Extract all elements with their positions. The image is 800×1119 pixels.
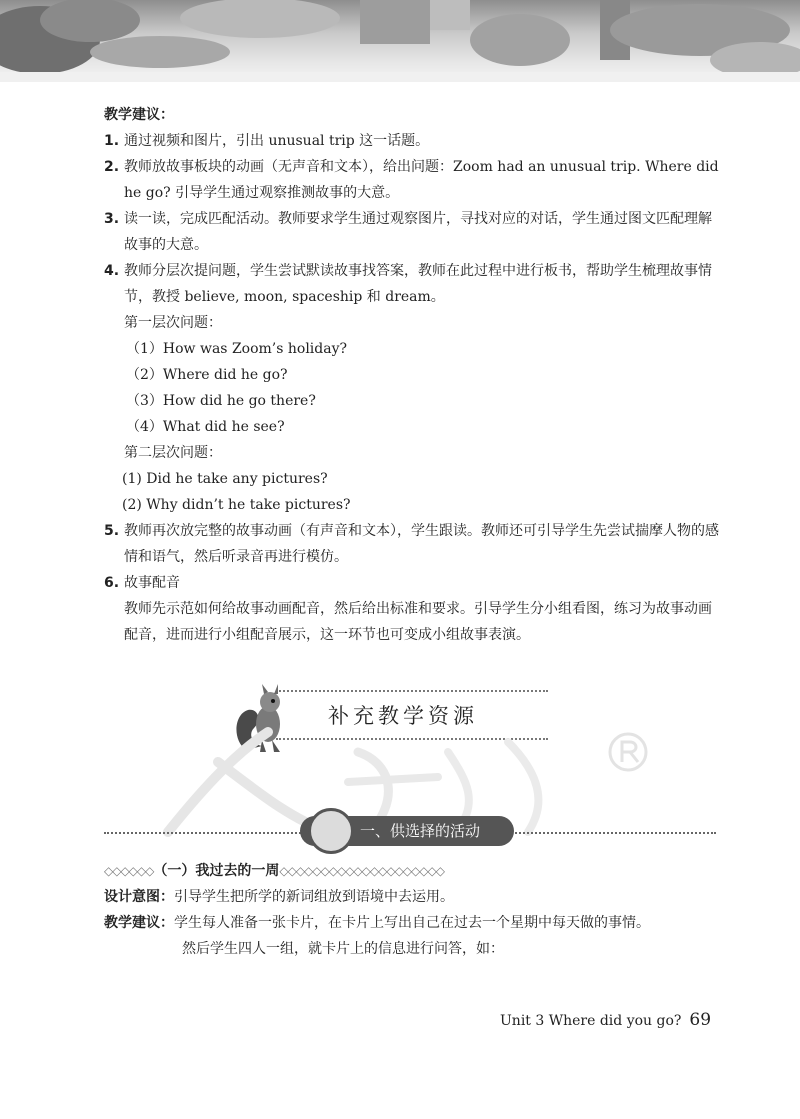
design-intent: 设计意图：引导学生把所学的新词组放到语境中去运用。 (104, 889, 454, 905)
level1-label: 第一层次问题： (124, 315, 222, 331)
question: （3）How did he go there? (126, 393, 316, 409)
page-footer (500, 1010, 711, 1030)
level2-label: 第二层次问题： (124, 445, 222, 461)
question: （1）How was Zoom’s holiday? (126, 341, 348, 357)
question: (2) Why didn’t he take pictures? (122, 497, 351, 513)
list-item: 6. 故事配音 (104, 575, 180, 591)
page-number: 69 (689, 1010, 712, 1030)
list-item: 2. 教师放故事板块的动画（无声音和文本），给出问题：Zoom had an unusual trip. Where did he go? 引导学生通过观察推测故事的大意。 (104, 159, 719, 201)
list-item: 3. 读一读，完成匹配活动。教师要求学生通过观察图片，寻找对应的对话，学生通过图文匹配理解故事的大意。 (104, 211, 712, 253)
list-item: 5. 教师再次放完整的故事动画（有声音和文本），学生跟读。教师还可引导学生先尝试揣摩人物的感情和语气，然后听录音再进行模仿。 (104, 523, 719, 565)
question: (1) Did he take any pictures? (122, 471, 328, 487)
section-heading: 教学建议： (104, 107, 174, 123)
section-label-pill: 一、供选择的活动 (300, 816, 514, 846)
avatar (308, 808, 354, 854)
question: （4）What did he see? (126, 419, 285, 435)
activity-block (104, 858, 724, 962)
header-banner-illustration (0, 0, 800, 82)
list-item: 4. 教师分层次提问题，学生尝试默读故事找答案，教师在此过程中进行板书，帮助学生梳理故事情节，教授 believe, moon, spaceship 和 dream。 (104, 263, 712, 305)
activity-title: （一）我过去的一周 (153, 863, 280, 879)
dubbing-detail: 教师先示范如何给故事动画配音，然后给出标准和要求。引导学生分小组看图，练习为故事动画配音，进而进行小组配音展示，这一环节也可变成小组故事表演。 (124, 601, 712, 643)
question: （2）Where did he go? (126, 367, 288, 383)
divider (276, 690, 548, 692)
activity-suggestion-cont: 然后学生四人一组，就卡片上的信息进行问答，如： (182, 941, 504, 957)
activity-suggestion: 教学建议：学生每人准备一张卡片，在卡片上写出自己在过去一个星期中每天做的事情。 (104, 915, 650, 931)
teaching-suggestions (104, 102, 724, 648)
resources-title: 补充教学资源 (328, 704, 478, 728)
activity-title-row: ◇◇◇◇◇◇（一）我过去的一周◇◇◇◇◇◇◇◇◇◇◇◇◇◇◇◇◇◇◇◇ (104, 863, 444, 879)
list-item: 1. 通过视频和图片，引出 unusual trip 这一话题。 (104, 133, 430, 149)
unit-title: Unit 3 Where did you go? (500, 1013, 682, 1029)
